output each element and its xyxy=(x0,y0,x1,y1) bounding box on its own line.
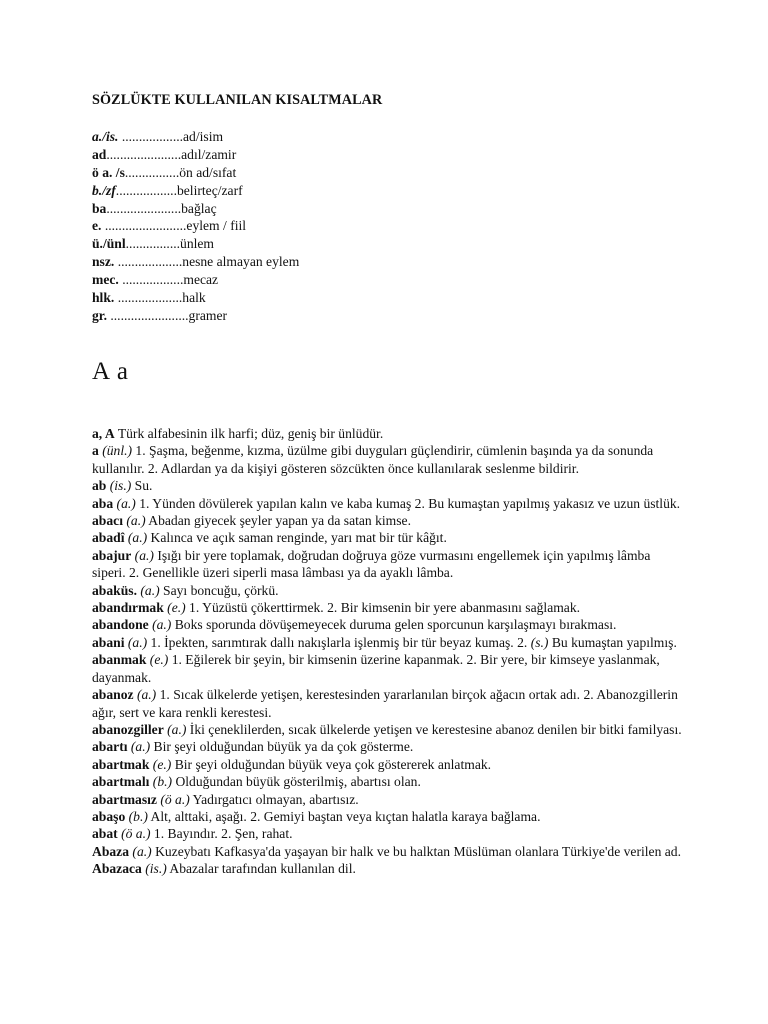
entry-headword: abajur xyxy=(92,547,132,563)
entry-part-of-speech: (e.) xyxy=(146,652,169,668)
dictionary-entry xyxy=(92,808,684,825)
entry-part-of-speech: (e.) xyxy=(149,756,172,772)
abbreviation-row xyxy=(92,217,299,235)
entry-headword: abaküs. xyxy=(92,582,137,598)
entry-headword: abandırmak xyxy=(92,600,164,616)
abbreviation-meaning: bağlaç xyxy=(181,200,217,216)
abbreviation-row xyxy=(92,200,299,218)
entry-headword: Abaza xyxy=(92,843,130,859)
entry-part-of-speech: (is.) xyxy=(141,861,167,877)
dictionary-entry xyxy=(92,843,684,860)
entry-headword: abartmak xyxy=(92,756,150,772)
dictionary-entry xyxy=(92,686,684,721)
dictionary-entry xyxy=(92,582,684,599)
abbreviation-leader-dots: ................ xyxy=(125,236,181,252)
dictionary-entry xyxy=(92,599,684,616)
entry-definition: Yadırgatıcı olmayan, abartısız. xyxy=(189,791,359,807)
entry-part-of-speech: (ö a.) xyxy=(156,791,190,807)
entry-part-of-speech: (ünl.) xyxy=(98,443,133,459)
entry-definition: 1. Yünden dövülerek yapılan kalın ve kaba kumaş 2. Bu kumaştan yapılmış yakasız ve uzun üstlük. xyxy=(135,495,681,511)
abbreviation-leader-dots: .................. xyxy=(118,129,184,144)
abbreviation-leader-dots: ........................ xyxy=(101,218,187,234)
abbreviation-row xyxy=(92,307,299,325)
entry-headword: Abazaca xyxy=(92,861,142,877)
abbreviation-row xyxy=(92,235,299,253)
abbreviation-leader-dots: .................. xyxy=(118,272,184,288)
abbreviation-key: ü./ünl xyxy=(92,236,126,252)
abbreviation-meaning: adıl/zamir xyxy=(181,146,237,162)
entry-headword: abanozgiller xyxy=(92,721,164,737)
entry-headword: abacı xyxy=(92,513,123,529)
entry-headword: abat xyxy=(92,826,118,842)
entry-definition: Türk alfabesinin ilk harfi; düz, geniş bir ünlüdür. xyxy=(114,426,384,441)
entry-headword: abartmasız xyxy=(92,791,157,807)
dictionary-entry xyxy=(92,616,684,633)
abbreviation-leader-dots: ....................... xyxy=(106,307,189,323)
dictionary-entry xyxy=(92,425,684,442)
abbreviation-meaning: mecaz xyxy=(183,272,219,288)
dictionary-entry xyxy=(92,442,684,477)
dictionary-entry xyxy=(92,721,684,738)
entry-part-of-speech: (a.) xyxy=(127,739,151,755)
abbreviation-key: ad xyxy=(92,146,107,162)
dictionary-entry xyxy=(92,773,684,790)
entry-part-of-speech: (a.) xyxy=(148,617,172,633)
entry-headword: abadî xyxy=(92,530,125,546)
entry-part-of-speech: (ö a.) xyxy=(117,826,151,842)
entry-definition: Alt, alttaki, aşağı. 2. Gemiyi baştan veya kıçtan halatla karaya bağlama. xyxy=(147,808,541,824)
dictionary-entry xyxy=(92,791,684,808)
abbreviation-key: ba xyxy=(92,200,107,216)
abbreviation-row xyxy=(92,289,299,307)
entry-definition: 1. Sıcak ülkelerde yetişen, kerestesinden yararlanılan birçok ağacın ortak adı. 2. Abanozgillerin ağır, sert ve kara renkli kerestesi. xyxy=(92,687,678,720)
abbreviation-meaning: nesne almayan eylem xyxy=(182,254,300,270)
abbreviation-key: a./is. xyxy=(92,129,119,144)
entry-definition: Abadan giyecek şeyler yapan ya da satan kimse. xyxy=(145,513,411,529)
abbreviation-meaning: belirteç/zarf xyxy=(176,182,243,198)
dictionary-entry xyxy=(92,738,684,755)
abbreviation-leader-dots: ................... xyxy=(114,254,183,270)
dictionary-entry xyxy=(92,634,684,651)
entry-part-of-speech: (a.) xyxy=(122,513,146,529)
dictionary-entry xyxy=(92,825,684,842)
entry-definition: Olduğundan büyük gösterilmiş, abartısı olan. xyxy=(172,774,421,790)
entry-part-of-speech: (s.) xyxy=(527,634,549,650)
entry-definition: Su. xyxy=(131,478,153,494)
entry-list xyxy=(92,425,684,878)
abbreviation-leader-dots: ................ xyxy=(124,164,180,180)
abbreviation-meaning: eylem / fiil xyxy=(186,218,247,234)
entry-part-of-speech: (is.) xyxy=(106,478,132,494)
section-letter: A a xyxy=(92,358,130,385)
entry-definition: Boks sporunda dövüşemeyecek duruma gelen sporcunun karşılaşmayı bırakması. xyxy=(171,617,617,633)
abbreviation-meaning: halk xyxy=(182,290,206,306)
entry-part-of-speech: (b.) xyxy=(125,808,148,824)
entry-headword: abaşo xyxy=(92,808,126,824)
abbreviation-meaning: ad/isim xyxy=(183,129,224,144)
abbreviation-meaning: ön ad/sıfat xyxy=(179,164,237,180)
entry-definition: Sayı boncuğu, çörkü. xyxy=(159,582,279,598)
entry-headword: abanoz xyxy=(92,687,134,703)
abbreviation-key: e. xyxy=(92,218,102,234)
abbreviation-row xyxy=(92,182,299,200)
entry-headword: aba xyxy=(92,495,114,511)
entry-part-of-speech: (a.) xyxy=(124,634,148,650)
dictionary-entry xyxy=(92,529,684,546)
entry-part-of-speech: (a.) xyxy=(113,495,136,511)
entry-headword: abartmalı xyxy=(92,774,150,790)
abbreviation-row xyxy=(92,128,299,146)
dictionary-entry xyxy=(92,477,684,494)
abbreviation-meaning: gramer xyxy=(188,307,228,323)
entry-part-of-speech: (e.) xyxy=(163,600,186,616)
abbreviation-key: nsz. xyxy=(92,254,115,270)
abbreviation-leader-dots: ...................... xyxy=(106,200,182,216)
entry-definition: 1. Yüzüstü çökerttirmek. 2. Bir kimsenin bir yere abanmasını sağlamak. xyxy=(185,600,581,616)
abbreviation-list xyxy=(92,128,299,325)
entry-definition: Kalınca ve açık saman renginde, yarı mat bir tür kâğıt. xyxy=(147,530,447,546)
entry-part-of-speech: (b.) xyxy=(149,774,173,790)
entry-headword: a, A xyxy=(92,426,115,441)
entry-definition: Abazalar tarafından kullanılan dil. xyxy=(166,861,356,877)
dictionary-entry xyxy=(92,512,684,529)
entry-headword: abandone xyxy=(92,617,149,633)
entry-part-of-speech: (a.) xyxy=(124,530,148,546)
entry-definition: 1. İpekten, sarımtırak dallı nakışlarla işlenmiş bir tür beyaz kumaş. 2. xyxy=(147,634,528,650)
entry-headword: abani xyxy=(92,634,125,650)
abbreviation-leader-dots: ...................... xyxy=(106,146,182,162)
abbreviation-leader-dots: .................. xyxy=(115,182,177,198)
entry-definition: Kuzeybatı Kafkasya'da yaşayan bir halk ve bu halktan Müslüman olanlara Türkiye'de verilen ad. xyxy=(151,843,682,859)
abbreviation-meaning: ünlem xyxy=(180,236,214,252)
abbreviation-leader-dots: ................... xyxy=(114,290,183,306)
dictionary-entry xyxy=(92,860,684,877)
dictionary-entry xyxy=(92,756,684,773)
dictionary-entry xyxy=(92,547,684,582)
entry-part-of-speech: (a.) xyxy=(163,721,187,737)
entry-definition: Bir şeyi olduğundan büyük ya da çok gösterme. xyxy=(150,739,414,755)
entry-headword: abartı xyxy=(92,739,128,755)
entry-definition: Bu kumaştan yapılmış. xyxy=(548,634,677,650)
entry-definition: Işığı bir yere toplamak, doğrudan doğruya göze vurmasını engellemek için yapılmış lâmba siperi. 2. Genellikle üzeri siperli masa lâmbası ya da ayaklı lâmba. xyxy=(92,547,651,581)
entry-definition: 1. Bayındır. 2. Şen, rahat. xyxy=(150,826,293,842)
entry-definition: 1. Şaşma, beğenme, kızma, üzülme gibi duyguları güçlendirir, cümlenin başında ya da sonunda kullanılır. 2. Adlardan ya da kişiyi gösteren sözcükten önce kullanılarak seslenme bildirir. xyxy=(92,443,654,476)
abbreviation-row xyxy=(92,164,299,182)
entry-part-of-speech: (a.) xyxy=(129,843,152,859)
entry-definition: İki çeneklilerden, sıcak ülkelerde yetişen ve kerestesine abanoz denilen bir bitki familyası. xyxy=(186,721,682,737)
abbreviation-key: ö a. /s xyxy=(92,164,125,180)
abbreviation-key: mec. xyxy=(92,272,119,288)
dictionary-entry xyxy=(92,651,684,686)
entry-part-of-speech: (a.) xyxy=(133,687,157,703)
dictionary-entry xyxy=(92,495,684,512)
entry-definition: Bir şeyi olduğundan büyük veya çok göstererek anlatmak. xyxy=(171,756,492,772)
entry-headword: ab xyxy=(92,478,107,494)
abbreviation-key: hlk. xyxy=(92,290,115,306)
entry-definition: 1. Eğilerek bir şeyin, bir kimsenin üzerine kapanmak. 2. Bir yere, bir kimseye yaslanmak, dayanmak. xyxy=(92,652,660,685)
abbreviation-row xyxy=(92,146,299,164)
abbreviation-key: b./zf xyxy=(92,182,116,198)
abbreviation-row xyxy=(92,271,299,289)
abbreviation-key: gr. xyxy=(92,307,107,323)
entry-part-of-speech: (a.) xyxy=(131,547,154,563)
page-heading: SÖZLÜKTE KULLANILAN KISALTMALAR xyxy=(92,92,383,108)
entry-part-of-speech: (a.) xyxy=(136,582,160,598)
entry-headword: a xyxy=(92,443,99,459)
entry-headword: abanmak xyxy=(92,652,147,668)
abbreviation-row xyxy=(92,253,299,271)
